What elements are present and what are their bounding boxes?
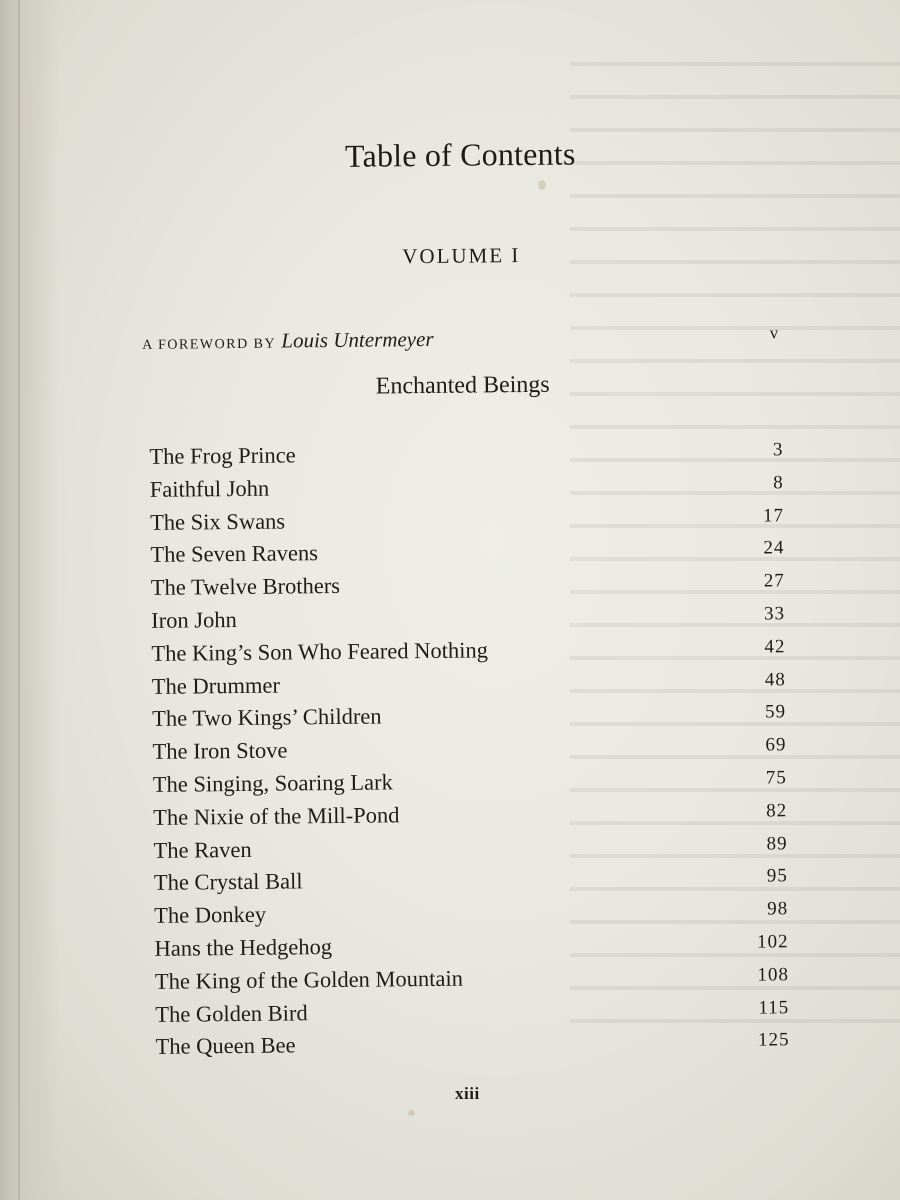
entry-page-number: 89 (766, 832, 788, 855)
entry-page-number: 33 (763, 603, 786, 625)
entry-page-number: 108 (757, 964, 789, 986)
entry-page-number: 115 (758, 996, 790, 1019)
contents-entry (149, 1025, 789, 1064)
page-title: Table of Contents (344, 135, 576, 174)
entry-title: The Singing, Soaring Lark (152, 769, 393, 797)
entry-page-number: 42 (764, 636, 786, 658)
entry-title: The King of the Golden Mountain (154, 965, 464, 994)
entry-title: The King’s Son Who Feared Nothing (151, 637, 489, 666)
entry-title: The Queen Bee (155, 1032, 296, 1060)
entry-page-number: 24 (763, 537, 785, 559)
entry-page-number: 17 (762, 504, 785, 527)
entry-page-number: 98 (767, 898, 789, 920)
gutter-shadow (0, 0, 60, 1200)
entry-title: Faithful John (149, 475, 270, 502)
entry-title: The Twelve Brothers (150, 573, 341, 601)
entry-title: The Raven (153, 836, 252, 863)
foreword-prefix: A FOREWORD BY (142, 336, 277, 353)
entry-page-number: 102 (756, 931, 789, 953)
foreword-author: Louis Untermeyer (281, 326, 434, 353)
entry-page-number: 69 (765, 734, 787, 756)
entry-title: The Golden Bird (155, 999, 308, 1027)
contents-list (143, 434, 789, 1064)
page-folio: xiii (455, 1084, 480, 1103)
table-of-contents (140, 123, 790, 1064)
entry-title: The Frog Prince (149, 442, 296, 469)
entry-title: The Drummer (151, 672, 281, 699)
entry-title: The Crystal Ball (153, 868, 303, 896)
entry-title: Iron John (151, 606, 237, 633)
entry-page-number: 3 (772, 439, 784, 461)
entry-page-number: 95 (766, 865, 788, 887)
entry-page-number: 75 (765, 767, 787, 789)
entry-page-number: 8 (773, 472, 784, 494)
foreword-page-number: v (769, 323, 779, 343)
entry-title: The Two Kings’ Children (152, 703, 382, 732)
entry-title: The Nixie of the Mill-Pond (153, 802, 400, 830)
entry-title: Hans the Hedgehog (154, 933, 333, 961)
volume-heading: VOLUME I (402, 243, 521, 269)
entry-title: The Seven Ravens (150, 540, 319, 568)
entry-page-number: 125 (757, 1029, 790, 1051)
entry-page-number: 27 (763, 570, 785, 592)
entry-page-number: 59 (765, 701, 787, 723)
page-edge-line (18, 0, 20, 1200)
section-heading: Enchanted Beings (375, 371, 550, 400)
paper-foxing-spot (408, 1110, 415, 1116)
entry-page-number: 48 (764, 668, 786, 691)
entry-page-number: 82 (766, 800, 788, 822)
foreword-entry (142, 323, 782, 360)
entry-title: The Iron Stove (152, 737, 288, 765)
entry-title: The Six Swans (149, 508, 286, 535)
entry-title: The Donkey (154, 901, 267, 929)
